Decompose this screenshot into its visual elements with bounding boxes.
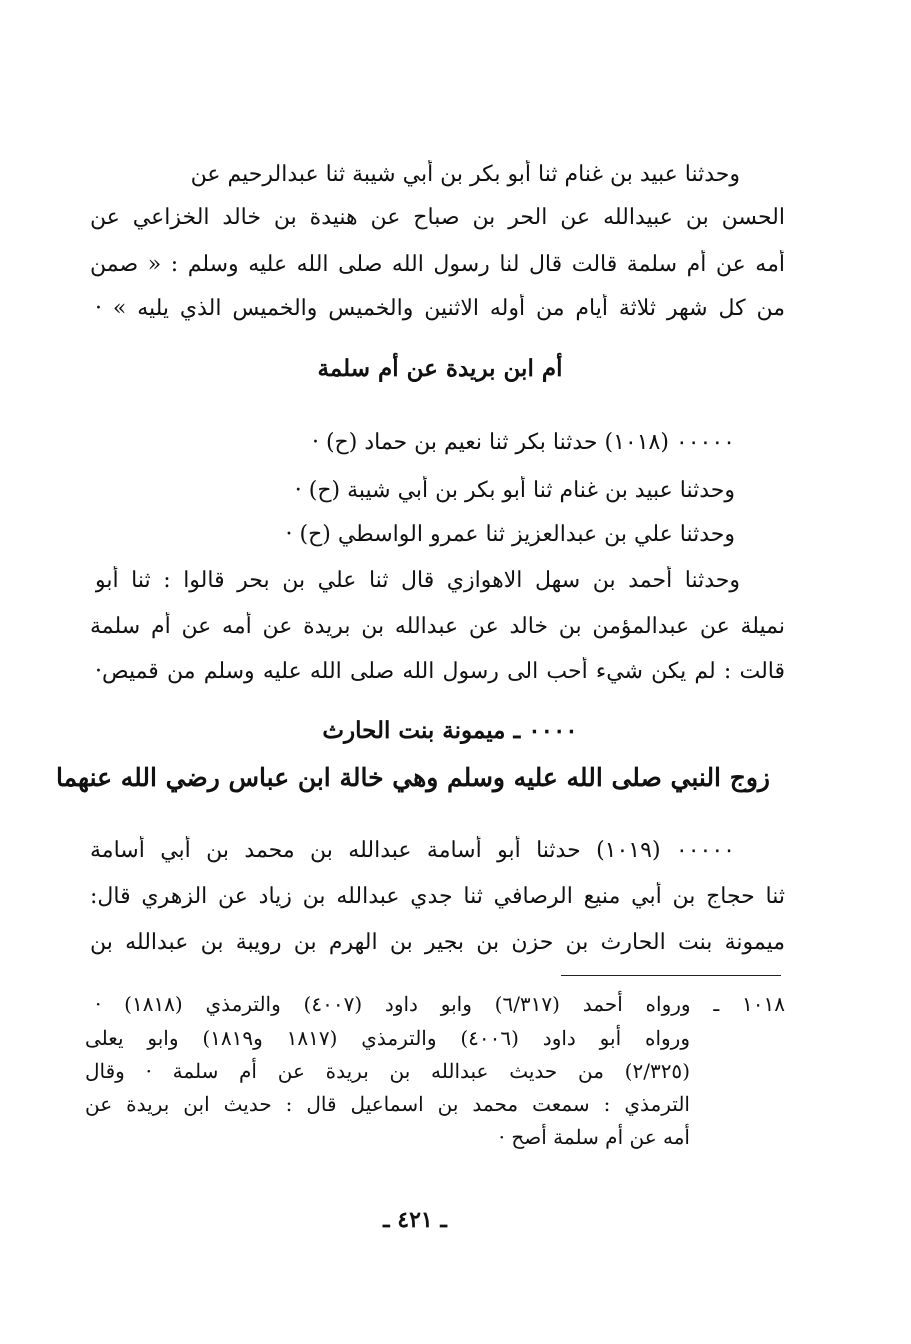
page-number: ـ ٤٢١ ـ [383, 1207, 447, 1233]
text-line: من كل شهر ثلاثة أيام من أوله الاثنين والخميس والخميس الذي يليه » · [95, 296, 785, 321]
footnote-line: أمه عن أم سلمة أصح · [498, 1125, 690, 1149]
text-line: الحسن بن عبيدالله عن الحر بن صباح عن هنيدة بن خالد الخزاعي عن [90, 205, 785, 230]
text-line: قالت : لم يكن شيء أحب الى رسول الله صلى الله عليه وسلم من قميص· [95, 659, 785, 684]
footnote-line: (٢/٣٢٥) من حديث عبدالله بن بريدة عن أم سلمة · وقال [85, 1059, 690, 1083]
text-line: ميمونة بنت الحارث بن حزن بن بجير بن الهرم بن رويبة بن عبدالله بن [90, 930, 785, 955]
section-subheading: زوج النبي صلى الله عليه وسلم وهي خالة ابن عباس رضي الله عنهما [55, 763, 770, 792]
text-line: وحدثنا أحمد بن سهل الاهوازي قال ثنا علي بن بحر قالوا : ثنا أبو [95, 568, 740, 593]
text-line: نميلة عن عبدالمؤمن بن خالد عن عبدالله بن بريدة عن أمه عن أم سلمة [90, 614, 785, 639]
text-line: وحدثنا عبيد بن غنام ثنا أبو بكر بن أبي شيبة (ح) · [294, 478, 735, 503]
section-heading: أم ابن بريدة عن أم سلمة [317, 355, 563, 382]
footnote-line: ١٠١٨ ـ ورواه أحمد (٦/٣١٧) وابو داود (٤٠٠٧) والترمذي (١٨١٨) · [95, 992, 785, 1016]
footnote-line: الترمذي : سمعت محمد بن اسماعيل قال : حديث ابن بريدة عن [85, 1092, 690, 1116]
text-line: وحدثنا عبيد بن غنام ثنا أبو بكر بن أبي شيبة ثنا عبدالرحيم عن [190, 162, 740, 187]
text-line: ثنا حجاج بن أبي منيع الرصافي ثنا جدي عبدالله بن زياد عن الزهري قال: [90, 884, 785, 909]
footnote-divider [561, 975, 781, 976]
text-line: أمه عن أم سلمة قالت قال لنا رسول الله صلى الله عليه وسلم : « صمن [90, 252, 785, 277]
footnote-line: ورواه أبو داود (٤٠٠٦) والترمذي (١٨١٧ و١٨١٩) وابو يعلى [85, 1026, 690, 1050]
text-line: ٠٠٠٠٠ (١٠١٨) حدثنا بكر ثنا نعيم بن حماد (ح) · [311, 430, 735, 455]
text-line: وحدثنا علي بن عبدالعزيز ثنا عمرو الواسطي (ح) · [285, 522, 735, 547]
section-heading: ٠٠٠٠ ـ ميمونة بنت الحارث [322, 717, 578, 744]
text-line: ٠٠٠٠٠ (١٠١٩) حدثنا أبو أسامة عبدالله بن محمد بن أبي أسامة [90, 838, 735, 863]
